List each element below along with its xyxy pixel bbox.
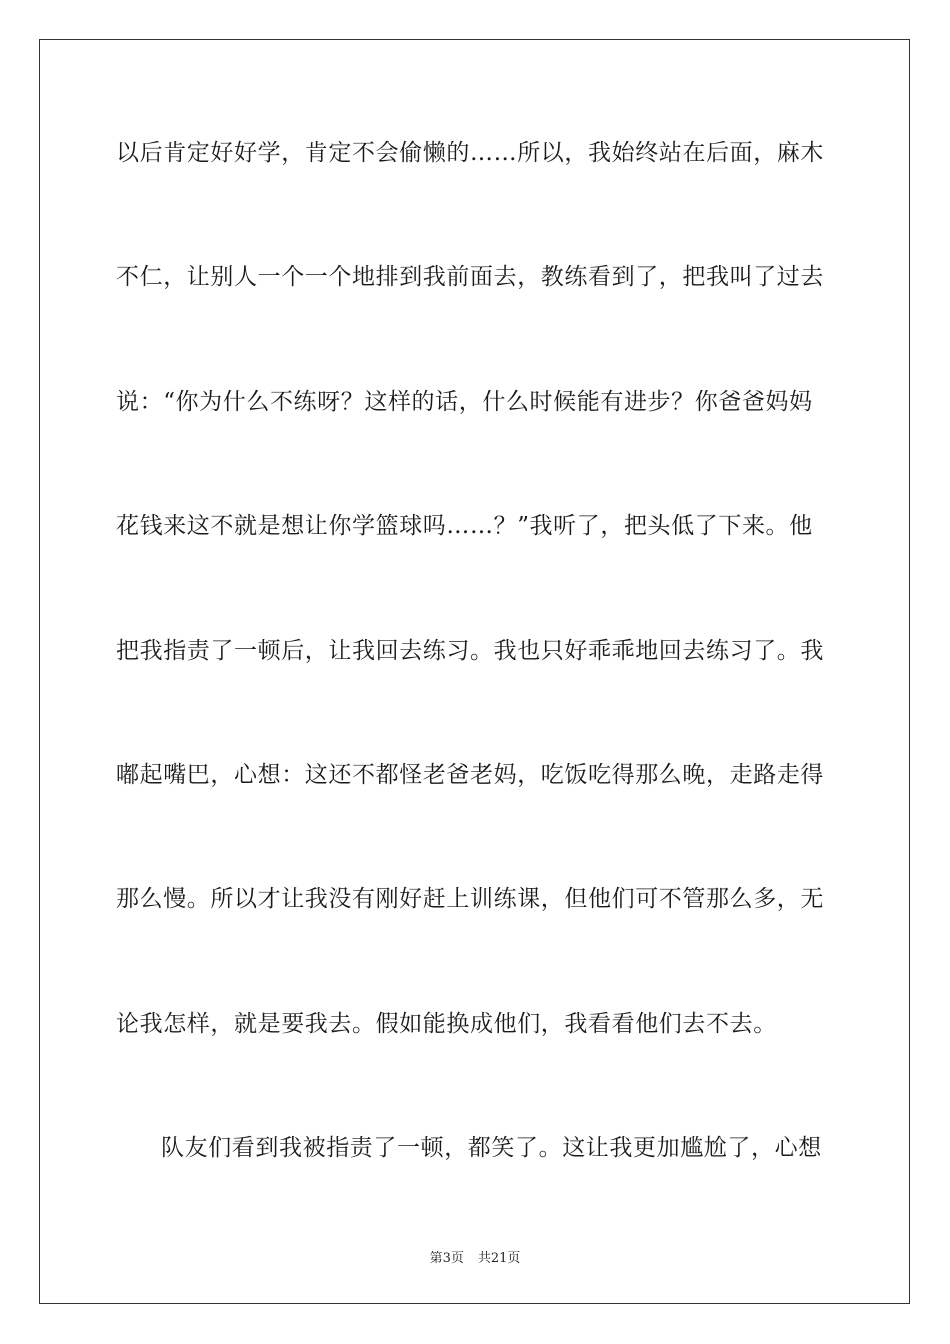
page-number: 第3页	[429, 1251, 464, 1266]
total-pages: 共21页	[477, 1251, 521, 1266]
body-line-2: 不仁，让别人一个一个地排到我前面去，教练看到了，把我叫了过去	[116, 264, 824, 290]
body-line-8: 论我怎样，就是要我去。假如能换成他们，我看看他们去不去。	[116, 1011, 777, 1037]
page-border	[39, 39, 910, 1304]
body-line-9: 队友们看到我被指责了一顿，都笑了。这让我更加尴尬了，心想	[161, 1135, 822, 1161]
body-line-1: 以后肯定好好学，肯定不会偷懒的……所以，我始终站在后面，麻木	[116, 140, 824, 166]
body-line-5: 把我指责了一顿后，让我回去练习。我也只好乖乖地回去练习了。我	[116, 638, 824, 664]
page-footer	[0, 1247, 950, 1266]
body-line-7: 那么慢。所以才让我没有刚好赶上训练课，但他们可不管那么多，无	[116, 886, 824, 912]
body-line-3: 说：“你为什么不练呀？这样的话，什么时候能有进步？你爸爸妈妈	[116, 389, 813, 415]
body-line-4: 花钱来这不就是想让你学篮球吗……？”我听了，把头低了下来。他	[116, 513, 813, 539]
body-line-6: 嘟起嘴巴，心想：这还不都怪老爸老妈，吃饭吃得那么晚，走路走得	[116, 762, 824, 788]
